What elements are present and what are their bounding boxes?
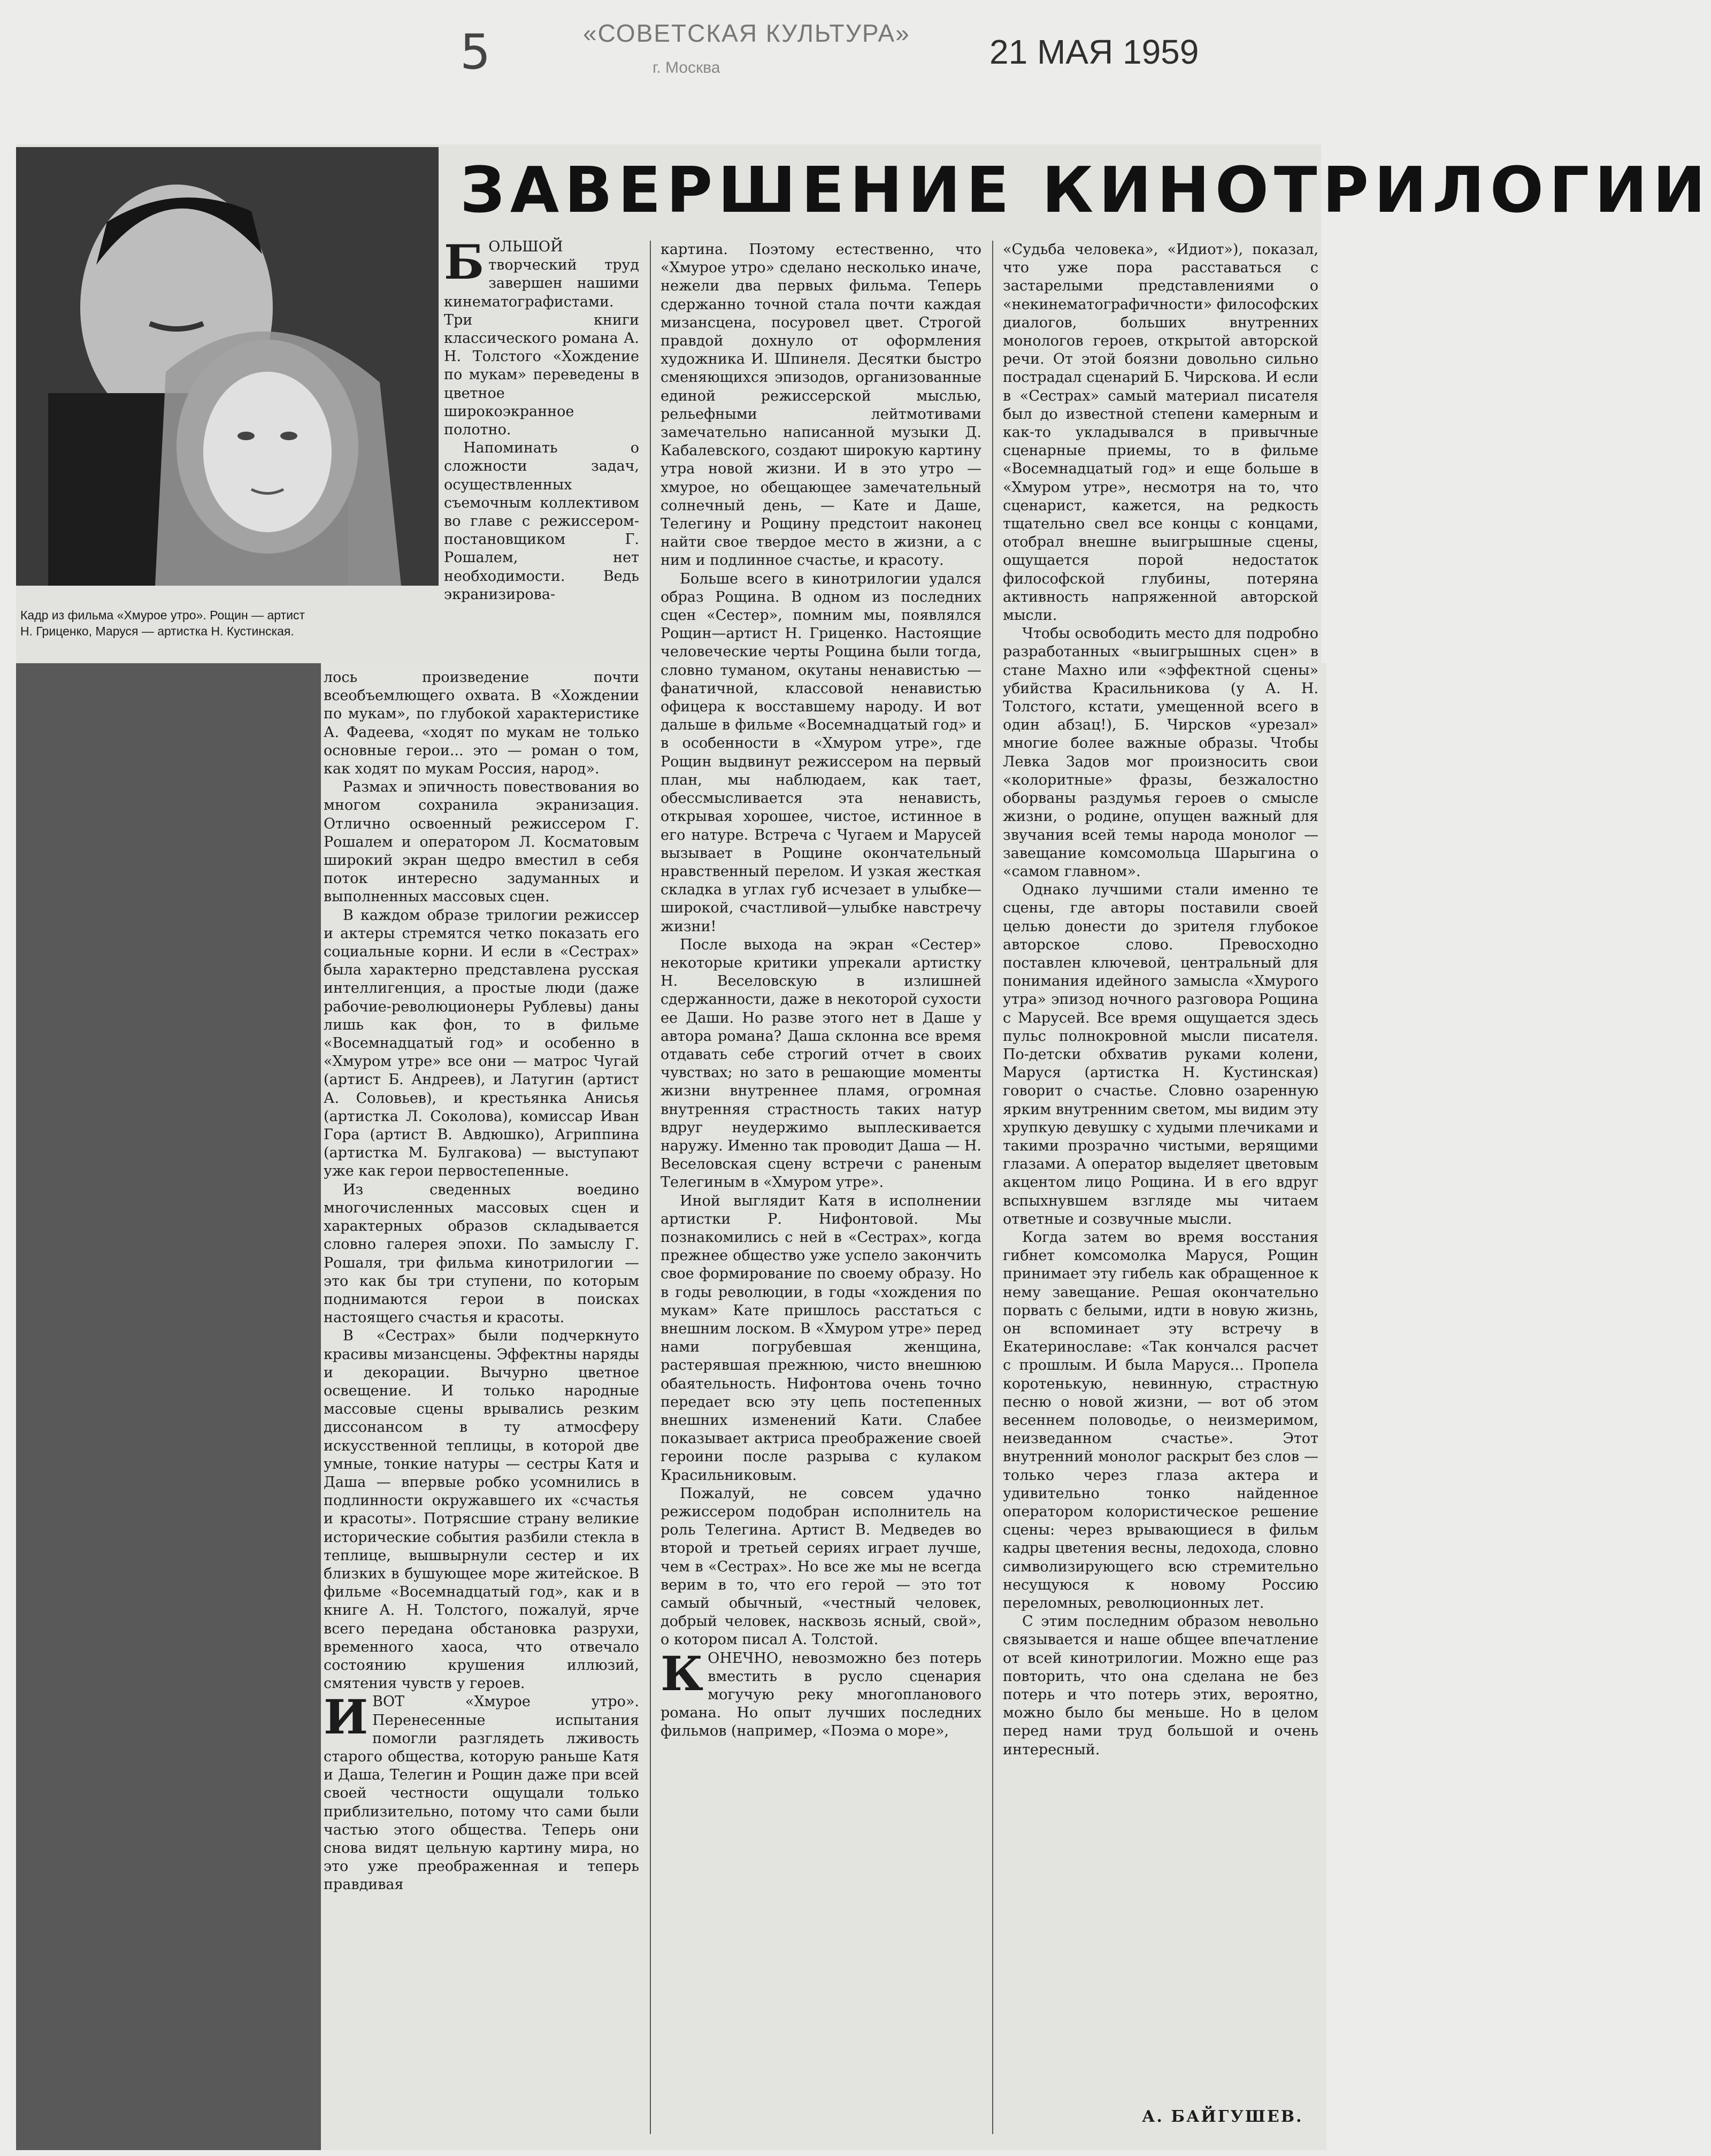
backing-sheet bbox=[16, 663, 321, 2150]
paragraph: Напоминать о сложности задач, осуществленных съемочным коллективом во главе с режиссером-постановщиком Г. Рошалем, нет необходимости. Ведь экранизирова- bbox=[444, 440, 639, 603]
column-2 bbox=[661, 241, 981, 2145]
column-rule bbox=[650, 241, 651, 2134]
drop-cap: К bbox=[661, 1645, 704, 1701]
paragraph: лось произведение почти всеобъемлющего охвата. В «Хождении по мукам», по глубокой характеристике А. Фадеева, «ходят по мукам не только основные герои... это — роман о том, как ходят по мукам Россия, народ». bbox=[324, 669, 639, 778]
drop-cap: И bbox=[324, 1689, 369, 1745]
paragraph: БОЛЬШОЙ творческий труд завершен нашими кинематографистами. Три книги классического романа А. Н. Толстого «Хождение по мукам» переведены в цветное широкоэкранное полотно. bbox=[444, 234, 639, 439]
paragraph: Однако лучшими стали именно те сцены, где авторы поставили своей целью донести до зрителя глубокое авторское слово. Превосходно поставлен ключевой, центральный для понимания идейного замысла «Хмурого утра» эпизод ночного разговора Рощина с Марусей. Все время ощущается здесь пульс полнокровной мысли писателя. По-детски обхватив руками колени, Маруся (артистка Н. Кустинская) говорит о счастье. Словно озаренную ярким внутренним светом, мы видим эту хрупкую девушку с худыми плечиками и такими прозрачно чистыми, верящими глазами. А оператор выделяет цветовым акцентом лицо Рощина. И в его вдруг вспыхнувшем взгляде мы читаем ответные и созвучные мысли. bbox=[1003, 881, 1318, 1227]
film-still-photo bbox=[16, 147, 439, 586]
paragraph: ИВОТ «Хмурое утро». Перенесенные испытания помогли разглядеть лживость старого общества, которую раньше Катя и Даша, Телегин и Рощин даже при всей своей честности ощущали только приблизительно, потому что сами были частью этого общества. Теперь они снова видят цельную картину мира, но это уже преображенная и теперь правдивая bbox=[324, 1689, 639, 1893]
paragraph: «Судьба человека», «Идиот»), показал, что уже пора расставаться с застарелыми представлениями о «некинематографичности» философских диалогов, больших внутренних монологов героев, открытой авторской речи. От этой боязни довольно сильно пострадал сценарий Б. Чирскова. И если в «Сестрах» самый материал писателя был до известной степени камерным и как-то укладывался в привычные сценарные приемы, то в фильме «Восемнадцатый год» и еще больше в «Хмуром утре», несмотря на то, что сценарист, кажется, на редкость тщательно свел все концы с концами, отобрал внешне выигрышные сцены, ощущается порой недостаток философской глубины, потеряна активность напряженной авторской мысли. bbox=[1003, 241, 1318, 624]
column-1-bottom bbox=[324, 669, 639, 2145]
city-stamp: г. Москва bbox=[653, 59, 720, 76]
newspaper-stamp: «СОВЕТСКАЯ КУЛЬТУРА» bbox=[583, 19, 910, 47]
paragraph: С этим последним образом невольно связывается и наше общее впечатление от всей кинотрилогии. Можно еще раз повторить, что она сделана не без потерь и что потерь этих, вероятно, можно было бы меньше. Но в целом перед нами труд большой и очень интересный. bbox=[1003, 1613, 1318, 1758]
column-1-top bbox=[444, 234, 639, 669]
paragraph: Из сведенных воедино многочисленных массовых сцен и характерных образов складывается словно галерея эпохи. По замыслу Г. Рошаля, три фильма кинотрилогии — это как бы три ступени, по которым поднимаются герои в поисках настоящего счастья и красоты. bbox=[324, 1181, 639, 1326]
article-title: ЗАВЕРШЕНИЕ КИНОТРИЛОГИИ bbox=[460, 153, 1711, 227]
paragraph: Пожалуй, не совсем удачно режиссером подобран исполнитель на роль Телегина. Артист В. Медведев во второй и третьей сериях играет лучше, чем в «Сестрах». Но все же мы не всегда верим в то, что его герой — это тот самый обычный, «честный человек, добрый человек, насквозь ясный, свой», о котором писал А. Толстой. bbox=[661, 1485, 981, 1648]
author-signature: А. БАЙГУШЕВ. bbox=[1142, 2107, 1303, 2126]
film-still-illustration bbox=[16, 147, 439, 586]
photo-caption: Кадр из фильма «Хмурое утро». Рощин — артист Н. Гриценко, Маруся — артистка Н. Кустинская. bbox=[20, 608, 305, 638]
paragraph: В каждом образе трилогии режиссер и актеры стремятся четко показать его социальные корни. И если в «Сестрах» была характерно представлена русская интеллигенция, а простые люди (даже рабочие-революционеры Рублевы) даны лишь как фон, то в фильме «Восемнадцатый год» и особенно в «Хмуром утре» все они — матрос Чугай (артист Б. Андреев), и Латугин (артист А. Соловьев), и крестьянка Анисья (артистка Л. Соколова), комиссар Иван Гора (артист В. Авдюшко), Агриппина (артистка М. Булгакова) — выступают уже как герои первостепенные. bbox=[324, 907, 639, 1180]
column-3 bbox=[1003, 241, 1318, 2102]
paragraph: картина. Поэтому естественно, что «Хмурое утро» сделано несколько иначе, нежели два первых фильма. Теперь сдержанно точной стала почти каждая мизансцена, посуровел цвет. Строгой правдой дохнуло от оформления художника И. Шпинеля. Десятки быстро сменяющихся эпизодов, организованные единой режиссерской мыслью, рельефными лейтмотивами замечательно написанной музыки Д. Кабалевского, создают широкую картину утра новой жизни. И в это утро — хмурое, но обещающее замечательный солнечный день, — Кате и Даше, Телегину и Рощину предстоит наконец найти свое твердое место в жизни, а с ним и подлинное счастье, и красоту. bbox=[661, 241, 981, 569]
paragraph: Больше всего в кинотрилогии удался образ Рощина. В одном из последних сцен «Сестер», помним мы, появлялся Рощин—артист Н. Гриценко. Настоящие человеческие черты Рощина были тогда, словно туманом, окутаны ненавистью — фанатичной, классовой ненавистью офицера к восставшему народу. И вот дальше в фильме «Восемнадцатый год» и в особенности в «Хмуром утре», где Рощин выдвинут режиссером на первый план, мы наблюдаем, как тает, обессмысливается эта ненависть, открывая хорошее, чистое, истинное в его натуре. Встреча с Чугаем и Марусей вызывает в Рощине окончательный нравственный перелом. И узкая жесткая складка в углах губ исчезает в улыбке—широкой, счастливой—улыбке навстречу жизни! bbox=[661, 570, 981, 935]
paragraph: Размах и эпичность повествования во многом сохранила экранизация. Отлично освоенный режиссером Г. Рошалем и оператором Л. Косматовым широкий экран щедро вместил в себя поток интересно задуманных и выполненных массовых сцен. bbox=[324, 779, 639, 906]
date-stamp: 21 МАЯ 1959 bbox=[989, 33, 1199, 71]
paragraph: После выхода на экран «Сестер» некоторые критики упрекали артистку Н. Веселовскую в излишней сдержанности, даже в некоторой сухости ее Даши. Но разве этого нет в Даше у автора романа? Даша склонна все время отдавать себе строгий отчет в своих чувствах; но зато в решающие моменты жизни внутреннее пламя, огромная внутренняя страстность таких натур вдруг неудержимо выплескивается наружу. Именно так проводит Даша — Н. Веселовская сцену встречи с раненым Телегиным в «Хмуром утре». bbox=[661, 936, 981, 1191]
drop-cap: Б bbox=[444, 234, 485, 290]
paragraph: В «Сестрах» были подчеркнуто красивы мизансцены. Эффектны наряды и декорации. Вычурно цветное освещение. И только народные массовые сцены врывались резким диссонансом в ту атмосферу искусственной теплицы, в которой две умные, тонкие натуры — сестры Катя и Даша — впервые робко усомнились в подлинности окружавшего их «счастья и красоты». Потрясшие страну великие исторические события разбили стекла в теплице, вышвырнули сестер и их близких в бушующее море житейское. В фильме «Восемнадцатый год», как и в книге А. Н. Толстого, пожалуй, ярче всего передана обстановка разрухи, временного хаоса, что отвечало состоянию крушения иллюзий, смятения чувств у героев. bbox=[324, 1328, 639, 1692]
column-rule bbox=[992, 241, 993, 2134]
paragraph: Чтобы освободить место для подробно разработанных «выигрышных сцен» в стане Махно или «эффектной сцены» убийства Красильникова (у А. Н. Толстого, кстати, умещенной всего в один абзац!), Б. Чирсков «урезал» многие более важные образы. Чтобы Левка Задов мог произносить свои «колоритные» фразы, безжалостно оборваны раздумья героев о смысле жизни, о родине, опущен важный для звучания всей темы народа монолог — завещание комсомольца Шарыгина о «самом главном». bbox=[1003, 625, 1318, 880]
handwritten-number: 5 bbox=[460, 24, 491, 80]
paragraph: Когда затем во время восстания гибнет комсомолка Маруся, Рощин принимает эту гибель как обращенное к нему завещание. Решая окончательно порвать с белыми, идти в новую жизнь, он вспоминает эту встречу в Екатеринославе: «Так кончался расчет с прошлым. И была Маруся... Пропела коротенькую, невинную, страстную песню о новой жизни, — вот об этом весеннем половодье, о неизмеримом, неизведанном счастье». Этот внутренний монолог раскрыт без слов — только через глаза актера и удивительно тонко найденное оператором колористическое решение сцены: через врывающиеся в фильм кадры цветения весны, ледохода, словно символизирующего всю стремительно несущуюся к новому Россию переломных, революционных лет. bbox=[1003, 1229, 1318, 1612]
paragraph: Иной выглядит Катя в исполнении артистки Р. Нифонтовой. Мы познакомились с ней в «Сестрах», когда прежнее общество уже успело закончить свое формирование по своему образу. Но в годы революции, в годы «хождения по мукам» Кате пришлось расстаться с внешним лоском. В «Хмуром утре» перед нами погрубевшая женщина, растерявшая прежнюю, чисто внешнюю обаятельность. Нифонтова очень точно передает всю эту цепь постепенных внешних изменений Кати. Слабее показывает актриса преображение своей героини после разрыва с кулаком Красильниковым. bbox=[661, 1192, 981, 1484]
paragraph: КОНЕЧНО, невозможно без потерь вместить в русло сценария могучую реку многопланового романа. Но опыт лучших последних фильмов (например, «Поэма о море», bbox=[661, 1645, 981, 1740]
